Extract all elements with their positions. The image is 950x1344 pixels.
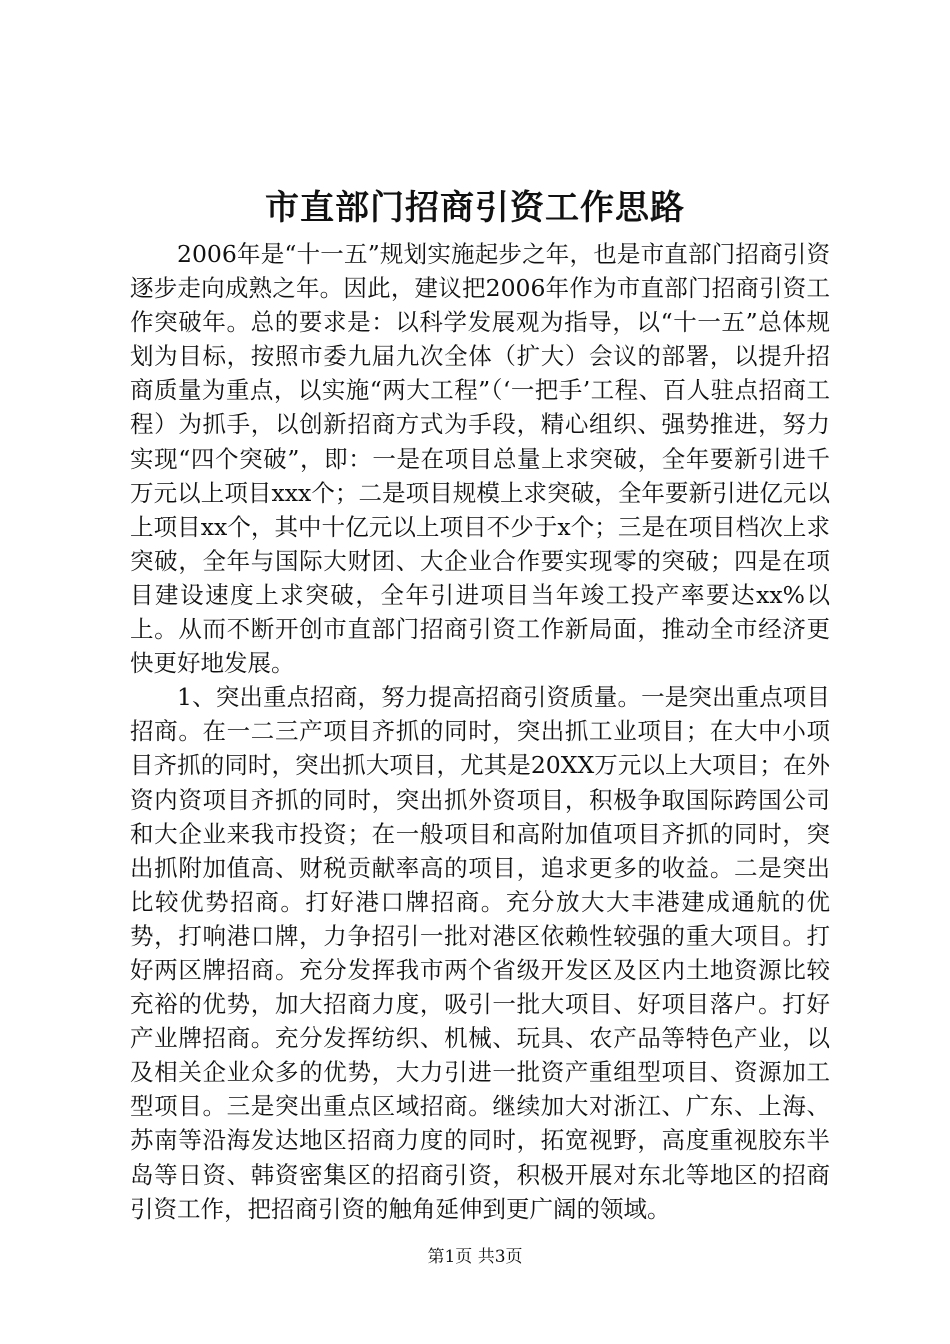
page-number: 第1页 共3页 xyxy=(427,1247,523,1267)
paragraph-section-1: 1、突出重点招商，努力提高招商引资质量。一是突出重点项目招商。在一二三产项目齐抓的同时，突出抓工业项目；在大中小项目齐抓的同时，突出抓大项目，尤其是20XX万元以上大项目；在外资内资项目齐抓的同时，突出抓外资项目，积极争取国际跨国公司和大企业来我市投资；在一般项目和高附加值项目齐抓的同时，突出抓附加值高、财税贡献率高的项目，追求更多的收益。二是突出比较优势招商。打好港口牌招商。充分放大大丰港建成通航的优势，打响港口牌，力争招引一批对港区依赖性较强的重大项目。打好两区牌招商。充分发挥我市两个省级开发区及区内土地资源比较充裕的优势，加大招商力度，吸引一批大项目、好项目落户。打好产业牌招商。充分发挥纺织、机械、玩具、农产品等特色产业，以及相关企业众多的优势，大力引进一批资产重组型项目、资源加工型项目。三是突出重点区域招商。继续加大对浙江、广东、上海、苏南等沿海发达地区招商力度的同时，拓宽视野，高度重视胶东半岛等日资、韩资密集区的招商引资，积极开展对东北等地区的招商引资工作，把招商引资的触角延伸到更广阔的领域。 xyxy=(130,683,830,1223)
document-body xyxy=(130,237,830,1226)
paragraph-intro: 2006年是“十一五”规划实施起步之年，也是市直部门招商引资逐步走向成熟之年。因此，建议把2006年作为市直部门招商引资工作突破年。总的要求是：以科学发展观为指导，以“十一五”总体规划为目标，按照市委九届九次全体（扩大）会议的部署，以提升招商质量为重点，以实施“两大工程”（‘一把手’工程、百人驻点招商工程）为抓手，以创新招商方式为手段，精心组织、强势推进，努力实现“四个突破”，即：一是在项目总量上求突破，全年要新引进千万元以上项目xxx个；二是项目规模上求突破，全年要新引进亿元以上项目xx个，其中十亿元以上项目不少于x个；三是在项目档次上求突破，全年与国际大财团、大企业合作要实现零的突破；四是在项目建设速度上求突破，全年引进项目当年竣工投产率要达xx%以上。从而不断开创市直部门招商引资工作新局面，推动全市经济更快更好地发展。 xyxy=(130,240,830,678)
document-title: 市直部门招商引资工作思路 xyxy=(265,188,685,228)
